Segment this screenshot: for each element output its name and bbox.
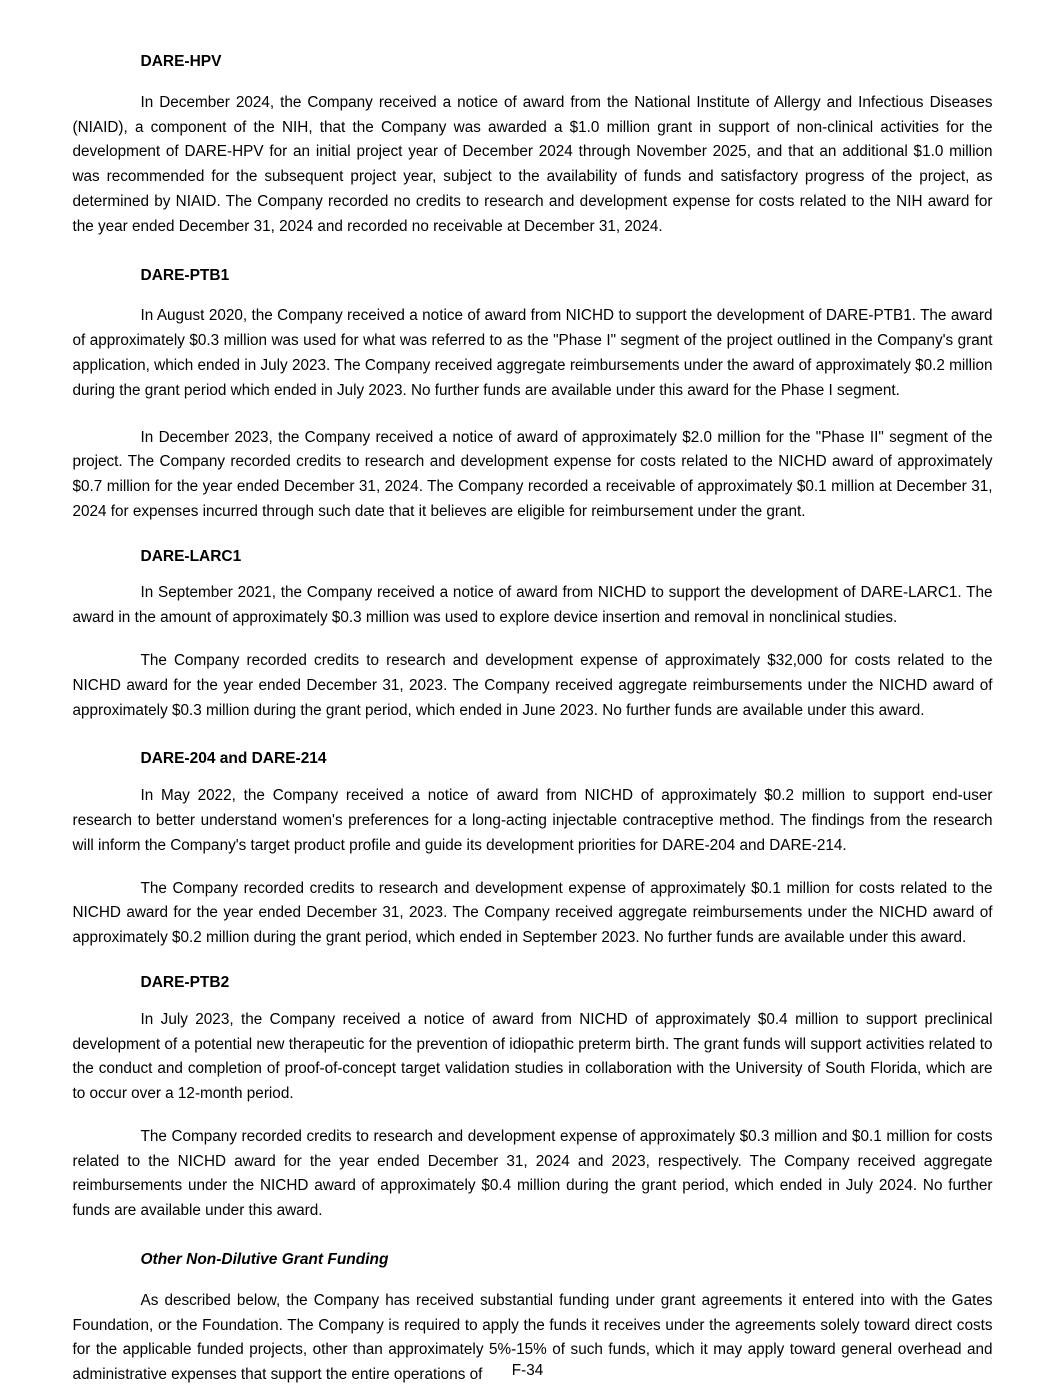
spacer <box>73 1224 993 1250</box>
paragraph: In August 2020, the Company received a notice of award from NICHD to support the development of DARE-PTB1. The award of approximately $0.3 million was used for what was referred to as the "Phase I" segment of the project outlined in the Company's grant application, which ended in July 2023. The Company received aggregate reimbursements under the award of approximately $0.2 million during the grant period which ended in July 2023. No further funds are available under this award for the Phase I segment. <box>72 307 993 399</box>
paragraph: The Company recorded credits to research and development expense of approximately $0.1 million for costs related to the NICHD award for the year ended December 31, 2023. The Company received aggregate reimbursements under the NICHD award of approximately $0.2 million during the grant period, which ended in September 2023. No further funds are available under this award. <box>72 879 993 947</box>
spacer <box>73 240 993 266</box>
paragraph: In December 2024, the Company received a notice of award from the National Institute of Allergy and Infectious Diseases (NIAID), a component of the NIH, that the Company was awarded a $1.0 million grant in support of non-clinical activities for the development of DARE-HPV for an initial project year of December 2024 through November 2025, and that an additional $1.0 million was recommended for the subsequent project year, subject to the availability of funds and satisfactory progress of the project, as determined by NIAID. The Company recorded no credits to research and development expense for costs related to the NIH award for the year ended December 31, 2024 and recorded no receivable at December 31, 2024. <box>72 93 993 235</box>
paragraph: In September 2021, the Company received a notice of award from NICHD to support the development of DARE-LARC1. The award in the amount of approximately $0.3 million was used to explore device insertion and removal in nonclinical studies. <box>72 584 993 627</box>
document-content <box>73 52 993 1388</box>
spacer <box>73 404 993 426</box>
paragraph: In December 2023, the Company received a notice of award of approximately $2.0 million for the "Phase II" segment of the project. The Company recorded credits to research and development expense for costs related to the NICHD award of approximately $0.7 million for the year ended December 31, 2024. The Company recorded a receivable of approximately $0.1 million at December 31, 2024 for expenses incurred through such date that it believes are eligible for reimbursement under the grant. <box>72 428 993 520</box>
spacer <box>73 567 993 581</box>
spacer <box>73 859 993 877</box>
page-number: F-34 <box>511 1361 544 1379</box>
paragraph: In May 2022, the Company received a notice of award from NICHD of approximately $0.2 million to support end-user research to better understand women's preferences for a long-acting injectable contraceptive method. The findings from the research will inform the Company's target product profile and guide its development priorities for DARE-204 and DARE-214. <box>72 787 993 854</box>
paragraph: The Company recorded credits to research and development expense of approximately $32,000 for costs related to the NICHD award for the year ended December 31, 2023. The Company received aggregate reimbursements under the NICHD award of approximately $0.3 million during the grant period, which ended in June 2023. No further funds are available under this award. <box>72 652 993 719</box>
spacer <box>73 73 993 91</box>
paragraph: As described below, the Company has received substantial funding under grant agreements it entered into with the Gates Foundation, or the Foundation. The Company is required to apply the funds it receives under the agreements solely toward direct costs for the applicable funded projects, other than approximately 5%-15% of such funds, which it may apply toward general overhead and administrative expenses that support the entire operations of <box>72 1291 993 1384</box>
section-heading-dare-ptb1: DARE-PTB1 <box>140 266 230 284</box>
section-heading-dare-larc1: DARE-LARC1 <box>140 547 242 565</box>
spacer <box>73 770 993 784</box>
spacer <box>73 286 993 304</box>
section-heading-dare-204-214: DARE-204 and DARE-214 <box>140 750 327 768</box>
spacer <box>73 723 993 749</box>
section-heading-other-non-dilutive-grant-funding: Other Non-Dilutive Grant Funding <box>140 1250 389 1268</box>
section-heading-dare-ptb2: DARE-PTB2 <box>140 973 230 991</box>
spacer <box>73 1107 993 1125</box>
spacer <box>73 1271 993 1289</box>
paragraph: The Company recorded credits to research and development expense of approximately $0.3 million and $0.1 million for costs related to the NICHD award for the year ended December 31, 2024 and 2023, respectively. The Company received aggregate reimbursements under the NICHD award of approximately $0.4 million during the grant period, which ended in July 2024. No further funds are available under this award. <box>72 1127 993 1220</box>
section-heading-dare-hpv: DARE-HPV <box>140 53 222 70</box>
spacer <box>73 525 993 547</box>
spacer <box>73 951 993 973</box>
spacer <box>73 994 993 1008</box>
spacer <box>73 631 993 649</box>
paragraph: In July 2023, the Company received a notice of award from NICHD of approximately $0.4 million to support preclinical development of a potential new therapeutic for the prevention of idiopathic preterm birth. The grant funds will support activities related to the conduct and completion of proof-of-concept target validation studies in collaboration with the University of South Florida, which are to occur over a 12-month period. <box>72 1010 993 1103</box>
